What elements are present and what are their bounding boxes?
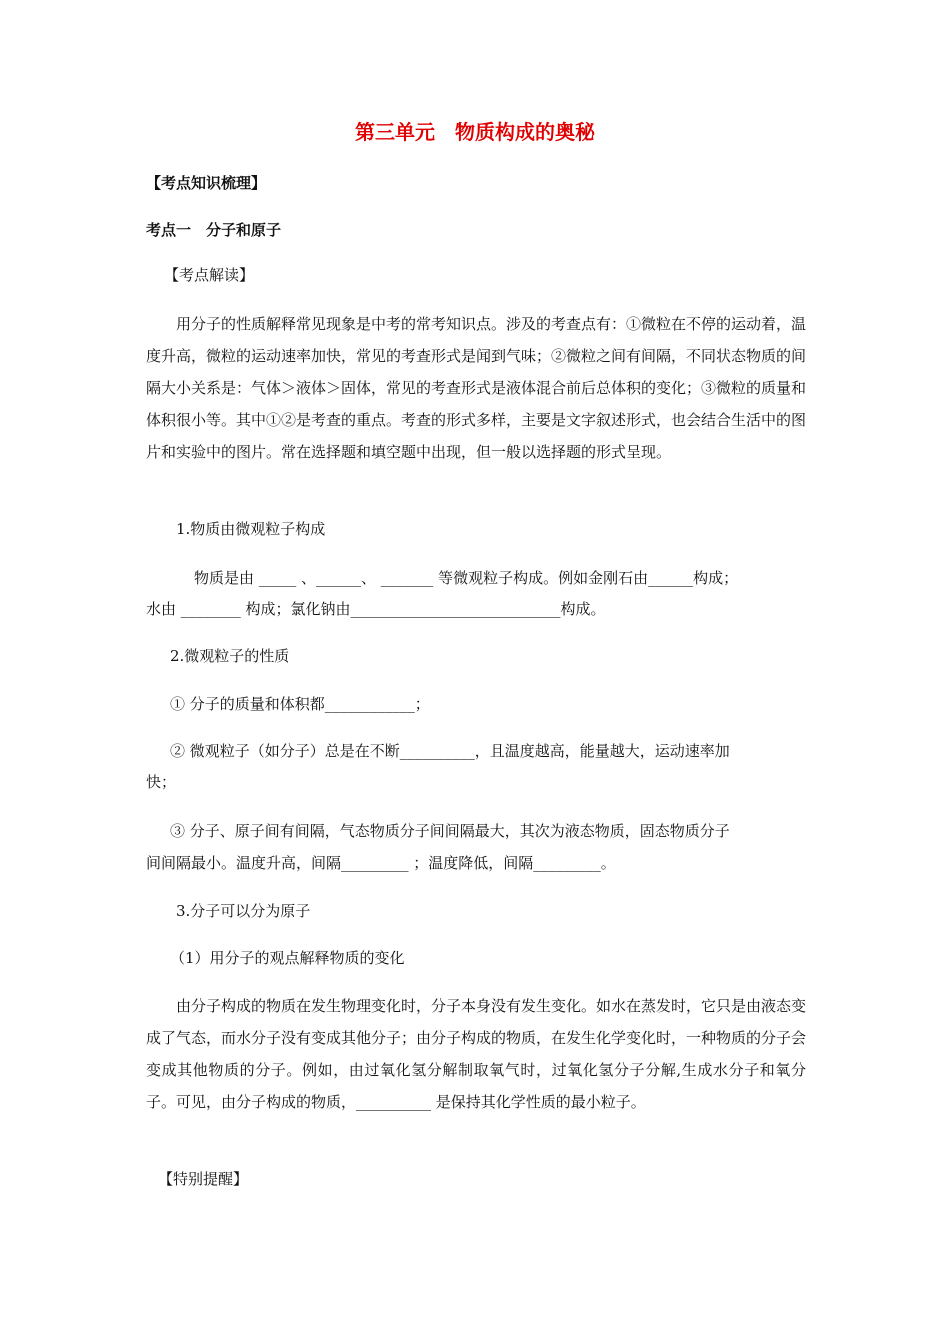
page-title: 第三单元 物质构成的奥秘 <box>355 120 595 144</box>
intro-paragraph: 用分子的性质解释常见现象是中考的常考知识点。涉及的考查点有：①微粒在不停的运动着，温度升高，微粒的运动速率加快，常见的考查形式是闻到气味；②微粒之间有间隔，不同状态物质的间隔大小关系是：气体＞液体＞固体，常见的考查形式是液体混合前后总体积的变化；③微粒的质量和体积很小等。其中①②是考查的重点。考查的形式多样，主要是文字叙述形式，也会结合生活中的图片和实验中的图片。常在选择题和填空题中出现，但一般以选择题的形式呈现。 <box>146 315 807 461</box>
item2-point1: ① 分子的质量和体积都____________； <box>170 695 430 713</box>
item2-point3-line1: ③ 分子、原子间有间隔，气态物质分子间间隔最大，其次为液态物质，固态物质分子 <box>170 822 730 840</box>
item2-heading: 2.微观粒子的性质 <box>170 647 290 665</box>
item2-point3-line2: 间间隔最小。温度升高，间隔_________ ；温度降低，间隔_________。 <box>146 854 616 872</box>
item1-heading: 1.物质由微观粒子构成 <box>176 520 326 538</box>
item3-paragraph: 由分子构成的物质在发生物理变化时，分子本身没有发生变化。如水在蒸发时，它只是由液态变成了气态，而水分子没有变成其他分子；由分子构成的物质，在发生化学变化时，一种物质的分子会变成其他物质的分子。例如，由过氧化氢分解制取氧气时，过氧化氢分子分解,生成水分子和氧分子。可见，由分子构成的物质，__________ 是保持其化学性质的最小粒子。 <box>146 997 807 1111</box>
item2-point2-line1: ② 微观粒子（如分子）总是在不断__________，且温度越高，能量越大，运动速率加 <box>170 742 730 760</box>
kaodian-jiedu-label: 【考点解读】 <box>164 266 255 284</box>
kaodian1-heading: 考点一 分子和原子 <box>146 221 282 239</box>
special-reminder-label: 【特别提醒】 <box>158 1170 249 1188</box>
item2-point2-line2: 快； <box>146 773 177 791</box>
item1-fill-line1: 物质是由 _____ 、______、 _______ 等微观粒子构成。例如金刚石由______构成； <box>194 569 739 587</box>
item3-heading: 3.分子可以分为原子 <box>176 902 311 920</box>
item3-subheading: （1）用分子的观点解释物质的变化 <box>170 949 405 967</box>
section-heading: 【考点知识梳理】 <box>146 174 267 192</box>
item1-fill-line2: 水由 ________ 构成；氯化钠由____________________________构成。 <box>146 600 606 618</box>
